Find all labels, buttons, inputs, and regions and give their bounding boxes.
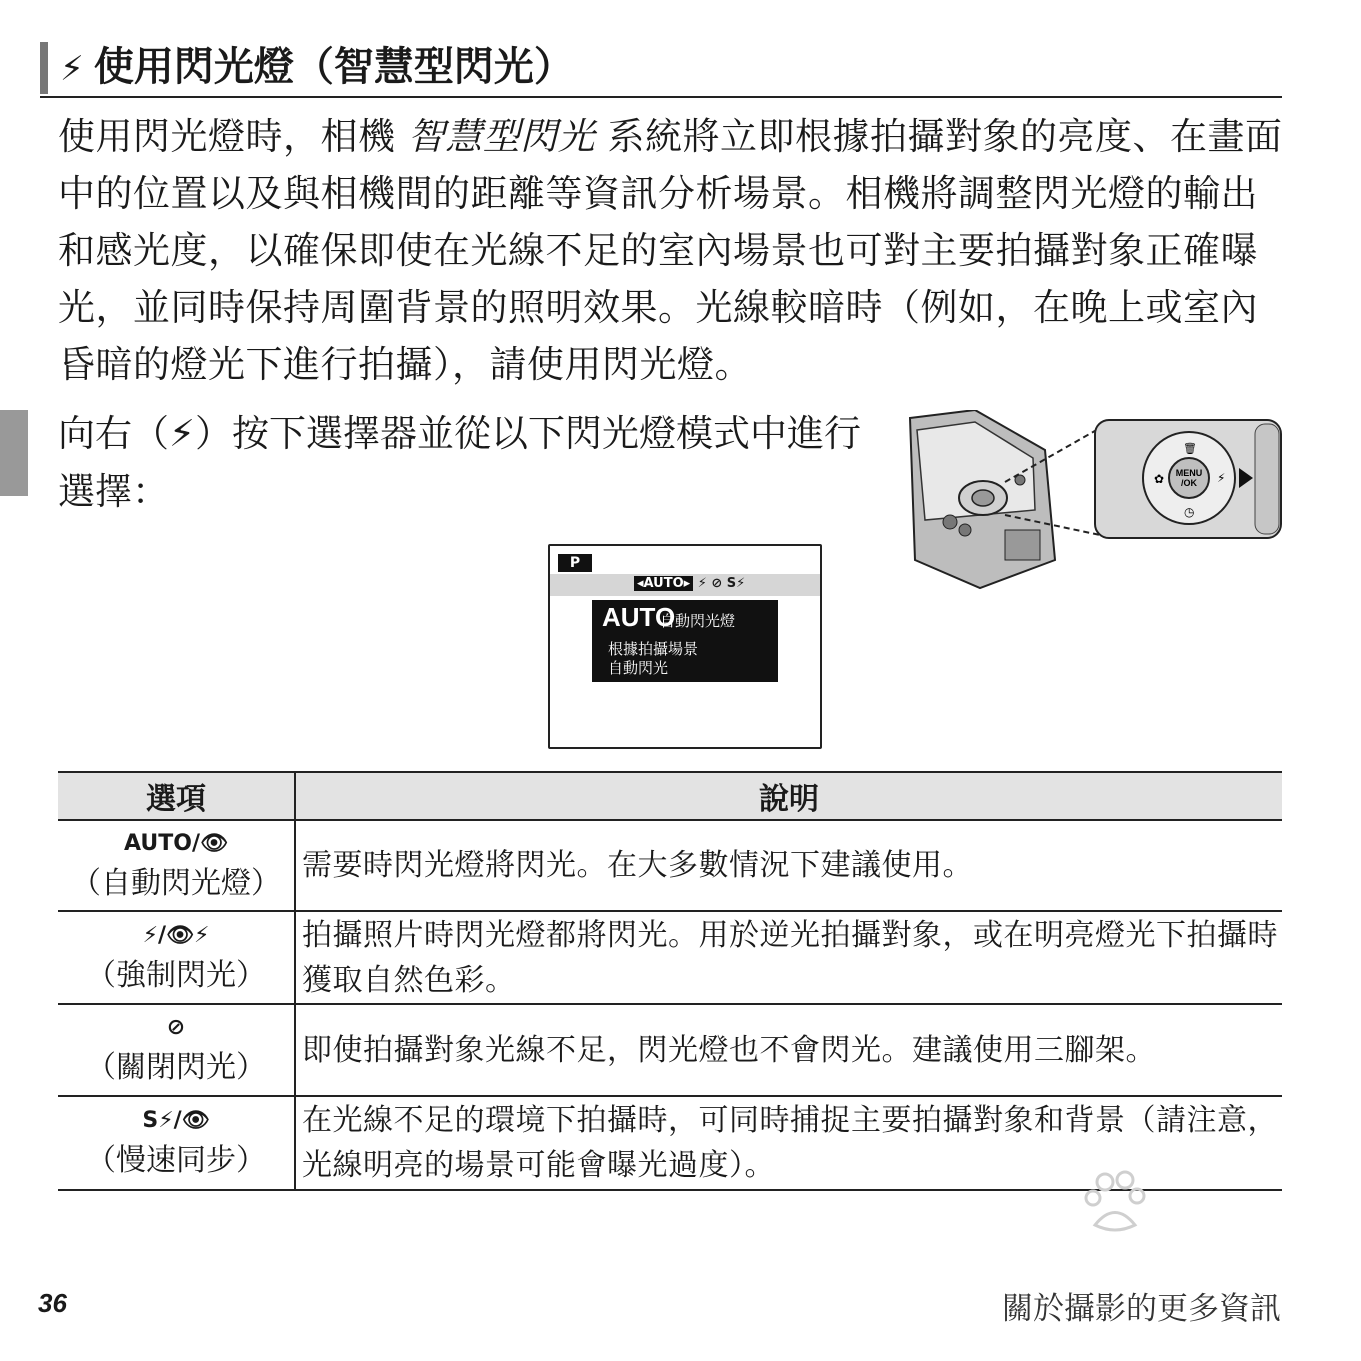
- flash-mode-panel: [592, 600, 778, 682]
- option-description: 拍攝照片時閃光燈都將閃光。用於逆光拍攝對象，或在明亮燈光下拍攝時獲取自然色彩。: [295, 911, 1282, 1004]
- auto-flash-icon: AUTO/👁: [124, 830, 228, 856]
- macro-icon: ✿: [1154, 472, 1165, 486]
- camera-selector-illustration: [905, 410, 1285, 590]
- flash-icon: ⚡: [169, 412, 195, 455]
- selector-zoom: [1095, 420, 1281, 538]
- section-heading: [40, 40, 1282, 98]
- table-row: [58, 820, 1282, 911]
- option-description: 即使拍攝對象光線不足，閃光燈也不會閃光。建議使用三腳架。: [295, 1004, 1282, 1096]
- mode-description: 根據拍攝場景 自動閃光: [608, 640, 699, 677]
- page-number: 36: [38, 1288, 67, 1318]
- option-label: （關閉閃光）: [86, 1050, 266, 1085]
- intelligent-flash-term: 智慧型閃光: [407, 115, 596, 158]
- option-label: （自動閃光燈）: [71, 865, 281, 901]
- menu-ok-label: MENU: [1175, 468, 1203, 478]
- heading-marker-bar: [40, 42, 48, 94]
- flash-off-icon: ⊘: [166, 1015, 186, 1040]
- menu-ok-label-2: /OK: [1180, 478, 1198, 488]
- instruction-text: 向右（⚡）按下選擇器並從以下閃光燈模式中進行選擇：: [58, 412, 861, 513]
- forced-flash-icon: ⚡/👁⚡: [142, 922, 210, 948]
- flash-icon: ⚡: [1217, 471, 1226, 485]
- flash-mode-strip: [550, 574, 820, 596]
- column-header-option: 選項: [58, 772, 295, 820]
- flash-mode-table: [58, 771, 1282, 1191]
- column-header-description: 說明: [295, 772, 1282, 820]
- option-label: （強制閃光）: [86, 957, 266, 993]
- intro-paragraph: 使用閃光燈時，相機 智慧型閃光 系統將立即根據拍攝對象的亮度、在畫面中的位置以及與相機間的距離等資訊分析場景。相機將調整閃光燈的輸出和感光度，以確保即使在光線不足的室內場景也可對主要拍攝對象正確曝光，並同時保持周圍背景的照明效果。光線較暗時（例如，在晚上或室內昏暗的燈光下進行拍攝），請使用閃光燈。: [58, 115, 1283, 386]
- trash-icon: 🗑: [1183, 442, 1197, 455]
- option-label: （慢速同步）: [86, 1143, 266, 1178]
- table-row: [58, 1004, 1282, 1096]
- shooting-mode-badge: P: [558, 554, 592, 572]
- section-footer: 關於攝影的更多資訊: [1002, 1291, 1281, 1327]
- self-timer-icon: ◷: [1184, 505, 1195, 519]
- flash-icon: ⚡: [60, 49, 84, 89]
- camera-lcd-screen: [548, 544, 822, 749]
- flash-mode-options: ⚡ ⊘ S⚡: [697, 576, 746, 591]
- heading-title: ⚡ 使用閃光燈（智慧型閃光）: [60, 44, 574, 90]
- flash-mode-auto-selected: ◂AUTO▸: [634, 576, 693, 591]
- slow-sync-icon: S⚡/👁: [142, 1108, 210, 1133]
- auto-label: AUTO: [602, 602, 676, 632]
- chapter-tab: [0, 410, 28, 496]
- option-description: 在光線不足的環境下拍攝時，可同時捕捉主要拍攝對象和背景（請注意，光線明亮的場景可能會曝光過度）。: [295, 1096, 1282, 1190]
- table-row: [58, 911, 1282, 1004]
- camera-body: [910, 410, 1055, 588]
- mode-name: 自動閃光燈: [660, 612, 736, 630]
- option-description: 需要時閃光燈將閃光。在大多數情況下建議使用。: [295, 820, 1282, 911]
